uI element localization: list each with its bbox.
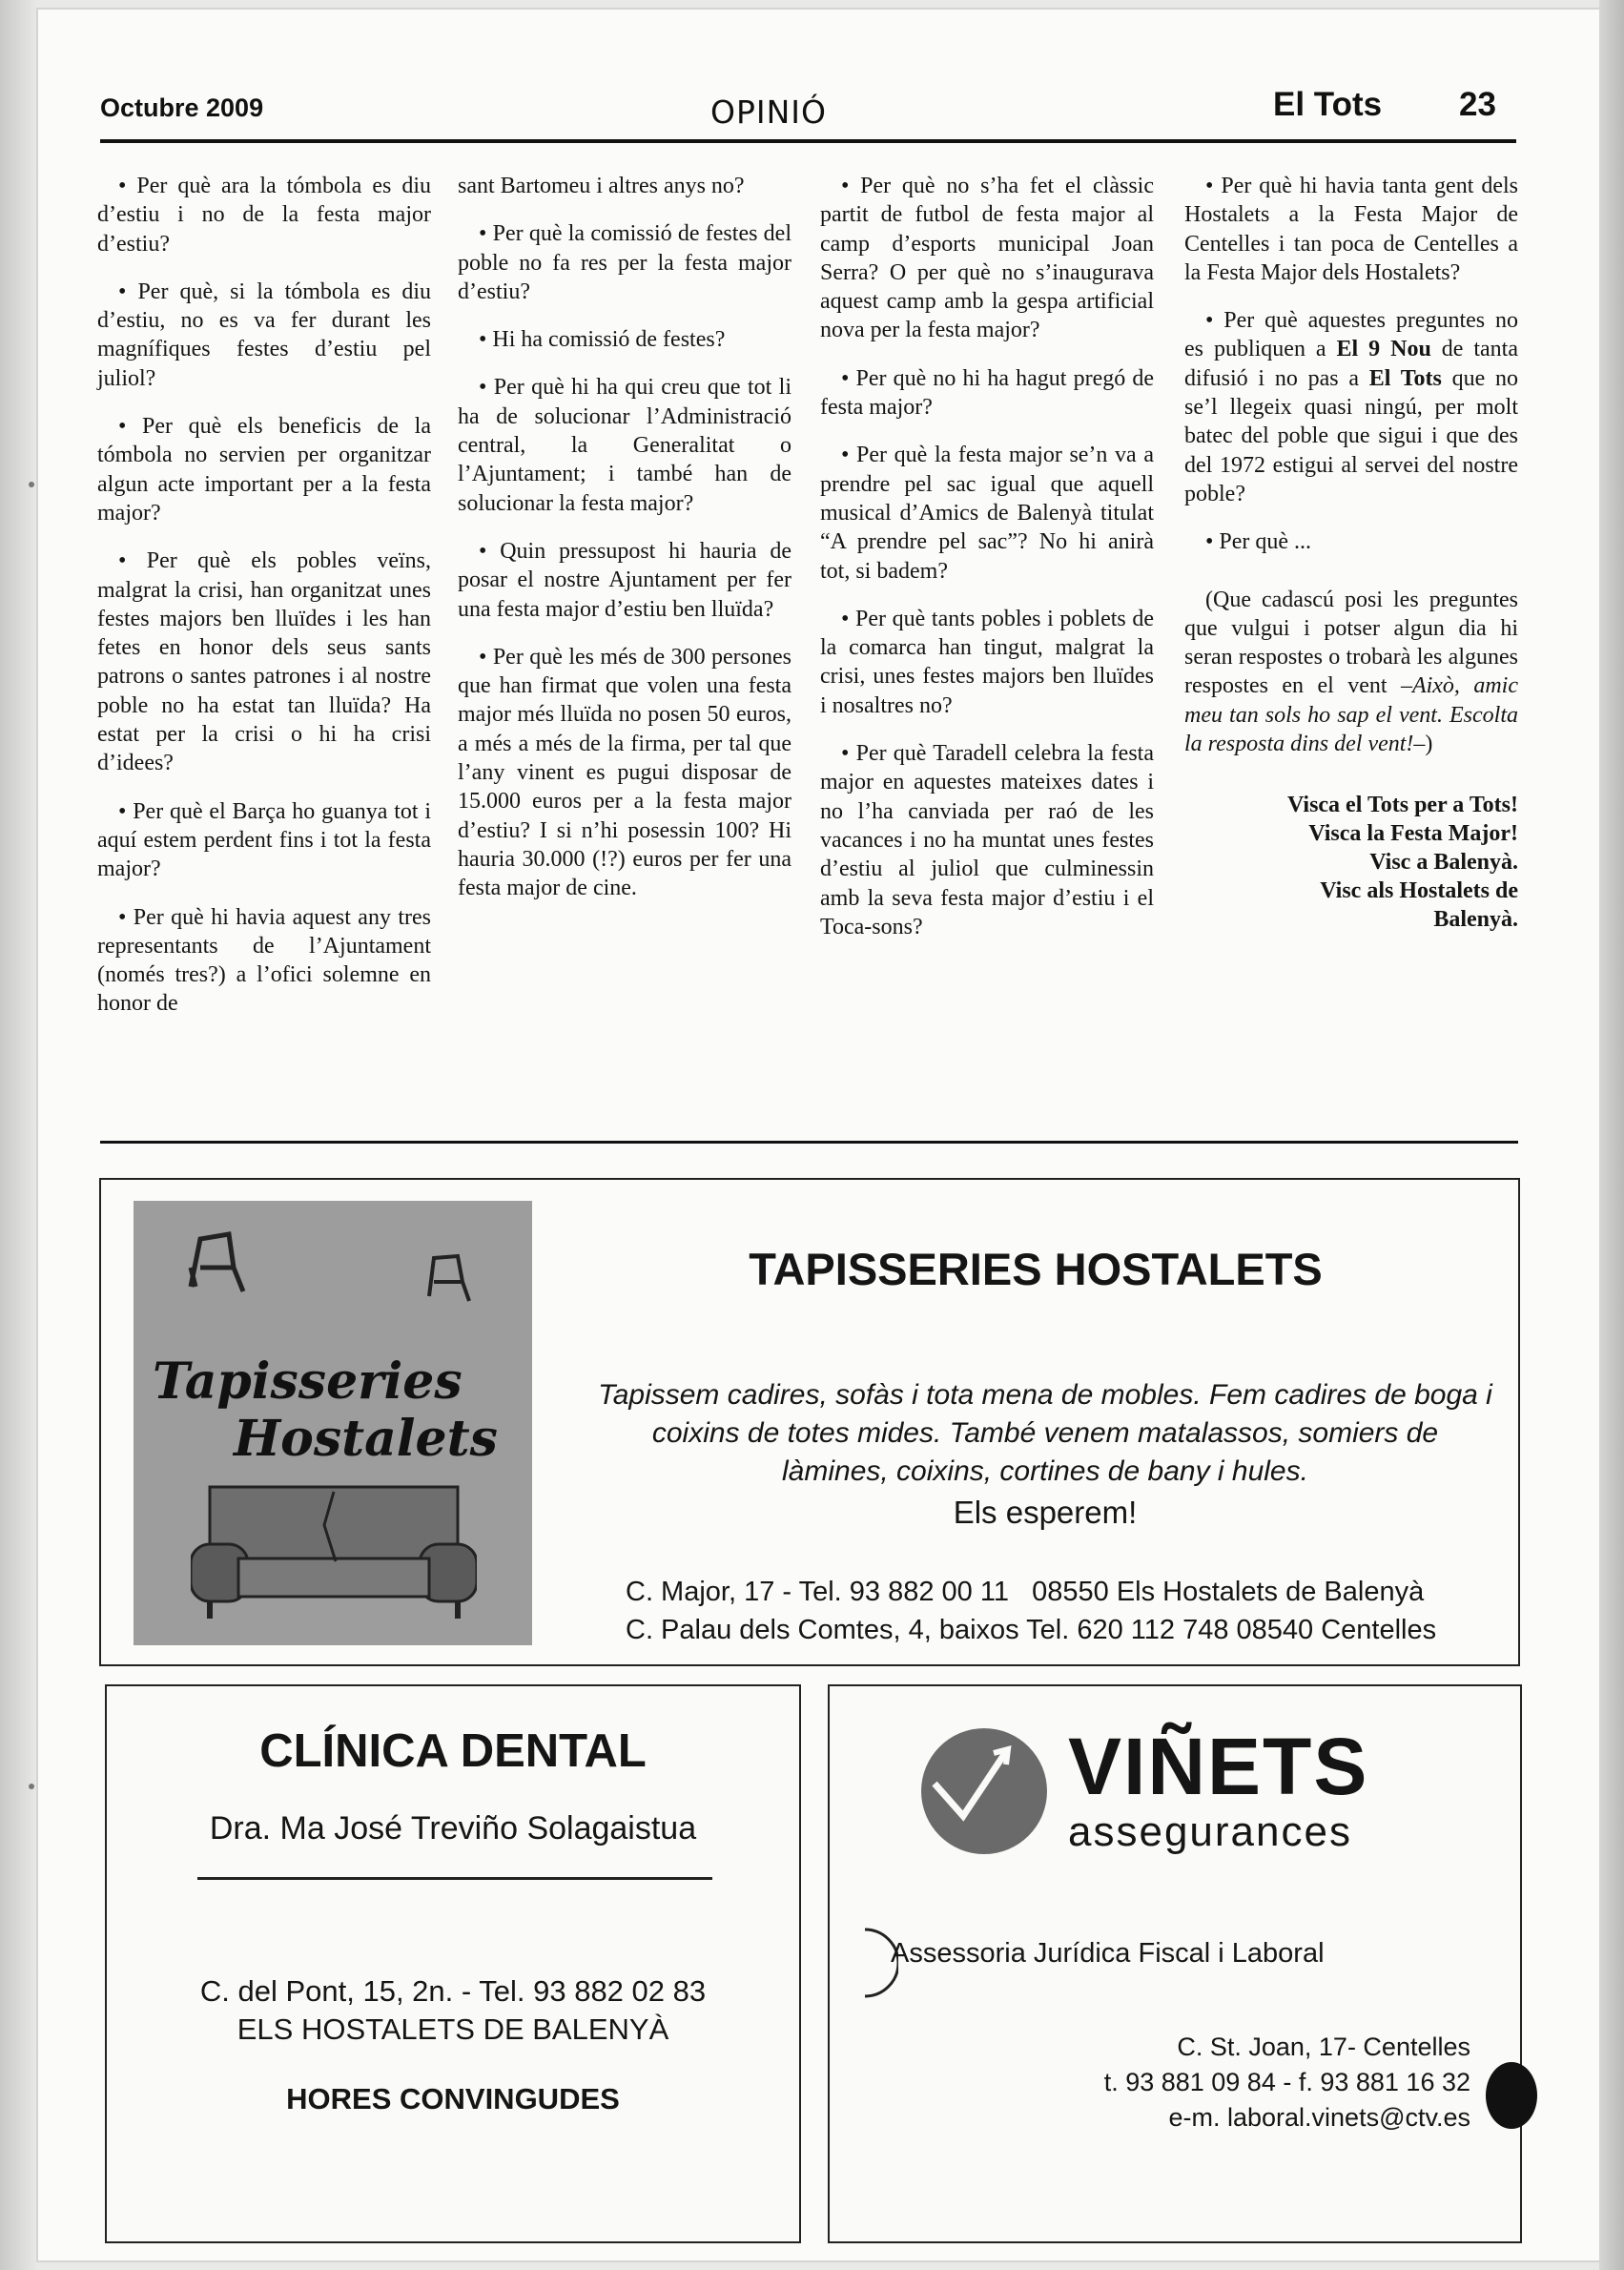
tapisseries-logo xyxy=(143,1353,524,1468)
binding-mark xyxy=(29,1784,34,1789)
ad-address xyxy=(107,1972,799,2049)
slogan-line: Visca la Festa Major! xyxy=(1308,821,1518,847)
page-edge-left xyxy=(0,0,38,2270)
newspaper-name: El Tots xyxy=(1368,365,1442,391)
question-paragraph: • Per què no s’ha fet el clàssic partit de futbol de festa major al camp d’esports municipal Joan Serra? O per què no s’inaugurava aquest camp amb la gespa artificial nova per la festa major? xyxy=(820,174,1154,343)
company-subtitle: assegurances xyxy=(1068,1808,1352,1855)
question-paragraph: • Per què tants pobles i poblets de la comarca han tingut, malgrat la crisi, unes festes majors ben lluïdes i nosaltres no? xyxy=(820,606,1154,718)
question-paragraph: • Per què el Barça ho guanya tot i aquí estem perdent fins i tot la festa major? xyxy=(97,798,431,882)
page-edge-right xyxy=(1599,0,1624,2270)
question-paragraph: • Per què les més de 300 persones que han firmat que volen una festa major més lluïda no posen 50 euros, a més a més de la firma, per tal que l’any vinent es pugui disposar de 15.000 euros per a la festa major d’estiu? I si n’hi posessin 100? Hi hauria 30.000 (!?) euros per fer una festa major de cine. xyxy=(458,644,791,901)
question-paragraph: • Hi ha comissió de festes? xyxy=(479,327,726,353)
question-paragraph xyxy=(1184,306,1518,508)
address-line: ELS HOSTALETS DE BALENYÀ xyxy=(236,2012,669,2046)
address-line: C. del Pont, 15, 2n. - Tel. 93 882 02 83 xyxy=(199,1974,707,2008)
question-paragraph: • Per què hi ha qui creu que tot li ha de solucionar l’Administració central, la Generalitat o l’Ajuntament; i també han de solucionar la festa major? xyxy=(458,375,791,516)
phone-line: t. 93 881 09 84 - f. 93 881 16 32 xyxy=(1103,2068,1470,2096)
slogan-line: Visca el Tots per a Tots! xyxy=(1286,793,1518,818)
address-line: C. Major, 17 - Tel. 93 882 00 11 08550 Els Hostalets de Balenyà xyxy=(626,1577,1425,1607)
question-paragraph: • Per què hi havia tanta gent dels Hostalets a la Festa Major de Centelles i tan poca de Centelles a la Festa Major dels Hostalets? xyxy=(1184,174,1518,285)
email-line: e-m. laboral.vinets@ctv.es xyxy=(1168,2103,1470,2132)
company-name: VIÑETS xyxy=(1068,1722,1369,1811)
article-column-1 xyxy=(97,172,431,1038)
question-paragraph: • Per què no hi ha hagut pregó de festa major? xyxy=(820,365,1154,421)
quote-run: –Això, amic meu tan sols ho sap el vent. Escolta la resposta dins del vent!– xyxy=(1184,673,1519,757)
ad-clinica-dental xyxy=(105,1684,801,2243)
article-ad-divider xyxy=(100,1141,1518,1144)
question-paragraph: • Quin pressupost hi hauria de posar el nostre Ajuntament per fer una festa major d’estiu ben lluïda? xyxy=(458,538,791,622)
closing-paragraph xyxy=(1184,586,1518,759)
question-paragraph: • Per què Taradell celebra la festa major en aquestes mateixes dates i no l’ha canviada per raó de les vacances i no ha muntat unes festes d’estiu al juliol que culminessin amb la seva festa major d’estiu i el Toca-sons? xyxy=(820,741,1154,939)
ad-tapisseries-hostalets xyxy=(99,1178,1520,1666)
ad-title: CLÍNICA DENTAL xyxy=(259,1725,647,1777)
article-column-3 xyxy=(820,172,1154,960)
slogan-line: Visc als Hostalets de xyxy=(1320,878,1518,904)
page-number: 23 xyxy=(1459,86,1496,123)
question-paragraph: sant Bartomeu i altres anys no? xyxy=(458,174,745,198)
question-paragraph: • Per què, si la tómbola es diu d’estiu, no es va fer durant les magnífiques festes d’estiu pel juliol? xyxy=(97,279,431,391)
article-column-4 xyxy=(1184,172,1518,934)
divider-rule xyxy=(197,1877,712,1880)
question-paragraph: • Per què hi havia aquest any tres representants de l’Ajuntament (només tres?) a l’ofici solemne en honor de xyxy=(97,904,431,1017)
opening-hours: HORES CONVINGUDES xyxy=(286,2082,620,2115)
text-run: • Per què aquestes preguntes no es publiquen a xyxy=(1184,308,1518,362)
vinets-logo-icon xyxy=(917,1724,1051,1858)
ad-description: Tapissem cadires, sofàs i tota mena de mobles. Fem cadires de boga i coixins de totes mides. També venem matalassos, somiers de làmines, coixins, cortines de bany i hules. xyxy=(598,1379,1492,1487)
question-paragraph: • Per què els pobles veïns, malgrat la crisi, han organitzat unes festes majors ben lluïdes i les han fetes en honor dels seus sants patrons o santes patrones i al nostre poble no ha estat tan lluïda? Ha estat per la crisi o hi ha crisi d’idees? xyxy=(97,548,431,776)
ad-vinets-assegurances xyxy=(828,1684,1522,2243)
issue-date: Octubre 2009 xyxy=(100,93,264,122)
chair-icon xyxy=(172,1229,257,1296)
publication-name: El Tots xyxy=(1273,86,1383,123)
newspaper-name: El 9 Nou xyxy=(1336,337,1431,362)
address-line: C. Palau dels Comtes, 4, baixos Tel. 620 112 748 08540 Centelles xyxy=(626,1615,1437,1645)
article-column-2 xyxy=(458,172,791,922)
ad-tagline: Els esperem! xyxy=(953,1495,1138,1530)
binding-mark xyxy=(29,482,34,487)
text-run: (Que cadascú posi les preguntes que vulgui i potser algun dia hi seran respostes o trobarà les algunes respostes en el vent xyxy=(1184,587,1518,699)
question-paragraph: • Per què els beneficis de la tómbola no servien per organitzar algun acte important per a la festa major? xyxy=(97,414,431,526)
question-paragraph: • Per què la comissió de festes del poble no fa res per la festa major d’estiu? xyxy=(458,221,791,304)
ad-addresses xyxy=(559,1573,1503,1649)
text-run: ) xyxy=(1425,732,1433,757)
sofa-icon xyxy=(191,1477,477,1620)
logo-line: Hostalets xyxy=(234,1410,498,1468)
address-line: C. St. Joan, 17- Centelles xyxy=(1177,2033,1470,2061)
section-title: OPINIÓ xyxy=(710,93,827,131)
ad-photo-collage xyxy=(134,1201,532,1645)
text-run: de tanta difusió i no pas a xyxy=(1184,337,1519,391)
ad-title: TAPISSERIES HOSTALETS xyxy=(749,1244,1323,1294)
doctor-name: Dra. Ma José Treviño Solagaistua xyxy=(209,1810,697,1847)
slogan-line: Balenyà. xyxy=(1433,907,1518,933)
service-description: Assessoria Jurídica Fiscal i Laboral xyxy=(891,1938,1325,1969)
text-run: que no se’l llegeix quasi ningú, per molt batec del poble que sigui i que des del 1972 estigui al servei del nostre poble? xyxy=(1184,365,1518,506)
punch-hole-dot xyxy=(1486,2062,1537,2129)
slogan-line: Visc a Balenyà. xyxy=(1369,850,1518,876)
question-paragraph: • Per què ara la tómbola es diu d’estiu i no de la festa major d’estiu? xyxy=(97,174,431,257)
header-rule xyxy=(100,139,1516,143)
question-paragraph: • Per què ... xyxy=(1205,529,1312,555)
question-paragraph: • Per què la festa major se’n va a prendre pel sac igual que aquell musical d’Amics de Balenyà titulat “A prendre pel sac”? No hi anirà tot, si badem? xyxy=(820,443,1154,584)
closing-slogans xyxy=(1184,791,1518,934)
chair-icon xyxy=(420,1248,477,1306)
contact-details xyxy=(973,2030,1470,2136)
page-header xyxy=(100,86,1516,134)
logo-line: Tapisseries xyxy=(153,1352,463,1411)
